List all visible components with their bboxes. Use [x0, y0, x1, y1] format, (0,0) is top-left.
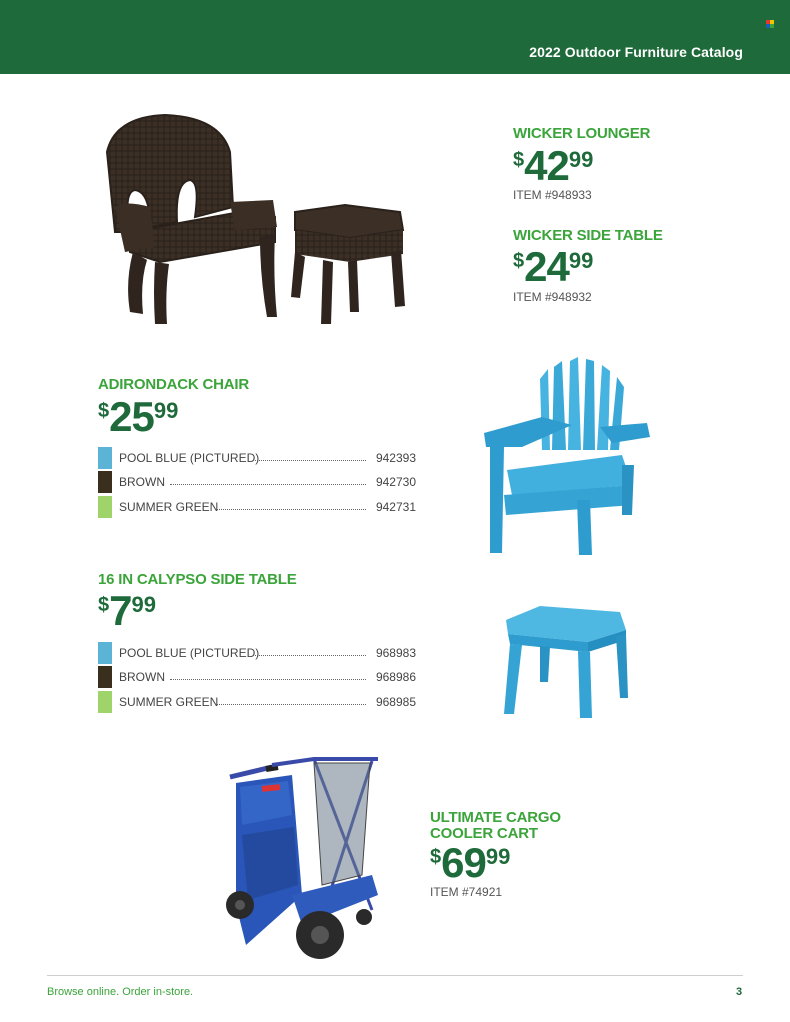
swatch-pool-blue [98, 447, 112, 469]
variant-row: SUMMER GREEN 968985 [98, 691, 416, 713]
catalog-title: 2022 Outdoor Furniture Catalog [529, 44, 743, 60]
cargo-cart-price: $6999 [430, 839, 511, 886]
variant-row: POOL BLUE (PICTURED) 968983 [98, 642, 416, 664]
calypso-side-table-image [500, 602, 632, 720]
swatch-summer-green [98, 691, 112, 713]
adirondack-chair-name: ADIRONDACK CHAIR [98, 376, 249, 393]
leader-dots [170, 483, 366, 485]
variant-row: POOL BLUE (PICTURED) 942393 [98, 447, 416, 469]
calypso-side-table-price: $799 [98, 587, 156, 634]
wicker-side-table-price: $2499 [513, 243, 594, 290]
footer-divider [47, 975, 743, 976]
wicker-lounger-item-number: ITEM #948933 [513, 188, 592, 202]
variant-row: BROWN 942730 [98, 471, 416, 493]
leader-dots [255, 459, 366, 461]
cargo-cooler-cart-image [222, 755, 384, 965]
adirondack-chair-price: $2599 [98, 393, 179, 440]
variant-row: BROWN 968986 [98, 666, 416, 688]
swatch-pool-blue [98, 642, 112, 664]
cargo-cart-item-number: ITEM #74921 [430, 885, 503, 899]
calypso-side-table-name: 16 IN CALYPSO SIDE TABLE [98, 571, 297, 588]
logo-icon [766, 20, 774, 28]
adirondack-chair-image [482, 355, 652, 560]
catalog-header [0, 0, 790, 74]
leader-dots [255, 654, 366, 656]
leader-dots [215, 703, 366, 705]
wicker-chair-and-table-image [95, 112, 415, 332]
variant-row: SUMMER GREEN 942731 [98, 496, 416, 518]
wicker-lounger-name: WICKER LOUNGER [513, 125, 651, 142]
wicker-lounger-price: $4299 [513, 142, 594, 189]
swatch-summer-green [98, 496, 112, 518]
leader-dots [215, 508, 366, 510]
cargo-cart-name-line1: ULTIMATE CARGO [430, 809, 561, 826]
swatch-brown [98, 471, 112, 493]
swatch-brown [98, 666, 112, 688]
leader-dots [170, 678, 366, 680]
cargo-cart-name-line2: COOLER CART [430, 825, 538, 842]
footer-tagline: Browse online. Order in-store. [47, 986, 194, 998]
wicker-side-table-item-number: ITEM #948932 [513, 290, 592, 304]
wicker-side-table-name: WICKER SIDE TABLE [513, 227, 663, 244]
page-number: 3 [736, 986, 743, 998]
